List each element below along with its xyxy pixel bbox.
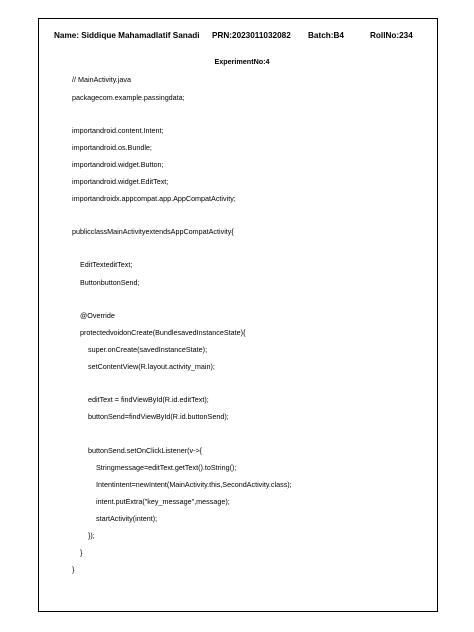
code-line: importandroid.content.Intent; [72, 126, 164, 135]
roll-number: RollNo:234 [370, 31, 413, 40]
code-line: Stringmessage=editText.getText().toString(); [96, 463, 237, 472]
code-line: buttonSend.setOnClickListener(v->{ [88, 446, 203, 455]
code-line: publicclassMainActivityextendsAppCompatActivity{ [72, 227, 234, 236]
prn-number: PRN:2023011032082 [212, 31, 291, 40]
code-line: ButtonbuttonSend; [80, 278, 140, 287]
code-line: // MainActivity.java [72, 75, 131, 84]
code-line: } [80, 548, 83, 557]
experiment-title: ExperimentNo:4 [214, 57, 270, 66]
code-line: importandroid.os.Bundle; [72, 143, 152, 152]
code-line: buttonSend=findViewById(R.id.buttonSend); [88, 412, 229, 421]
batch-label: Batch:B4 [308, 31, 344, 40]
code-line: packagecom.example.passingdata; [72, 93, 185, 102]
code-line: setContentView(R.layout.activity_main); [88, 362, 215, 371]
code-line: EditTexteditText; [80, 260, 133, 269]
document-header [0, 31, 474, 45]
code-line: super.onCreate(savedInstanceState); [88, 345, 208, 354]
code-line: importandroidx.appcompat.app.AppCompatActivity; [72, 194, 236, 203]
code-line: } [72, 565, 75, 574]
code-line: }); [88, 531, 95, 540]
code-line: @Override [80, 311, 115, 320]
code-line: importandroid.widget.EditText; [72, 177, 169, 186]
code-line: importandroid.widget.Button; [72, 160, 164, 169]
code-line: editText = findViewById(R.id.editText); [88, 395, 209, 404]
code-line: intent.putExtra("key_message",message); [96, 497, 230, 506]
student-name: Name: Siddique Mahamadlatif Sanadi [54, 31, 200, 40]
code-line: Intentintent=newIntent(MainActivity.this,SecondActivity.class); [96, 480, 292, 489]
code-line: startActivity(intent); [96, 514, 158, 523]
code-line: protectedvoidonCreate(BundlesavedInstanceState){ [80, 328, 246, 337]
